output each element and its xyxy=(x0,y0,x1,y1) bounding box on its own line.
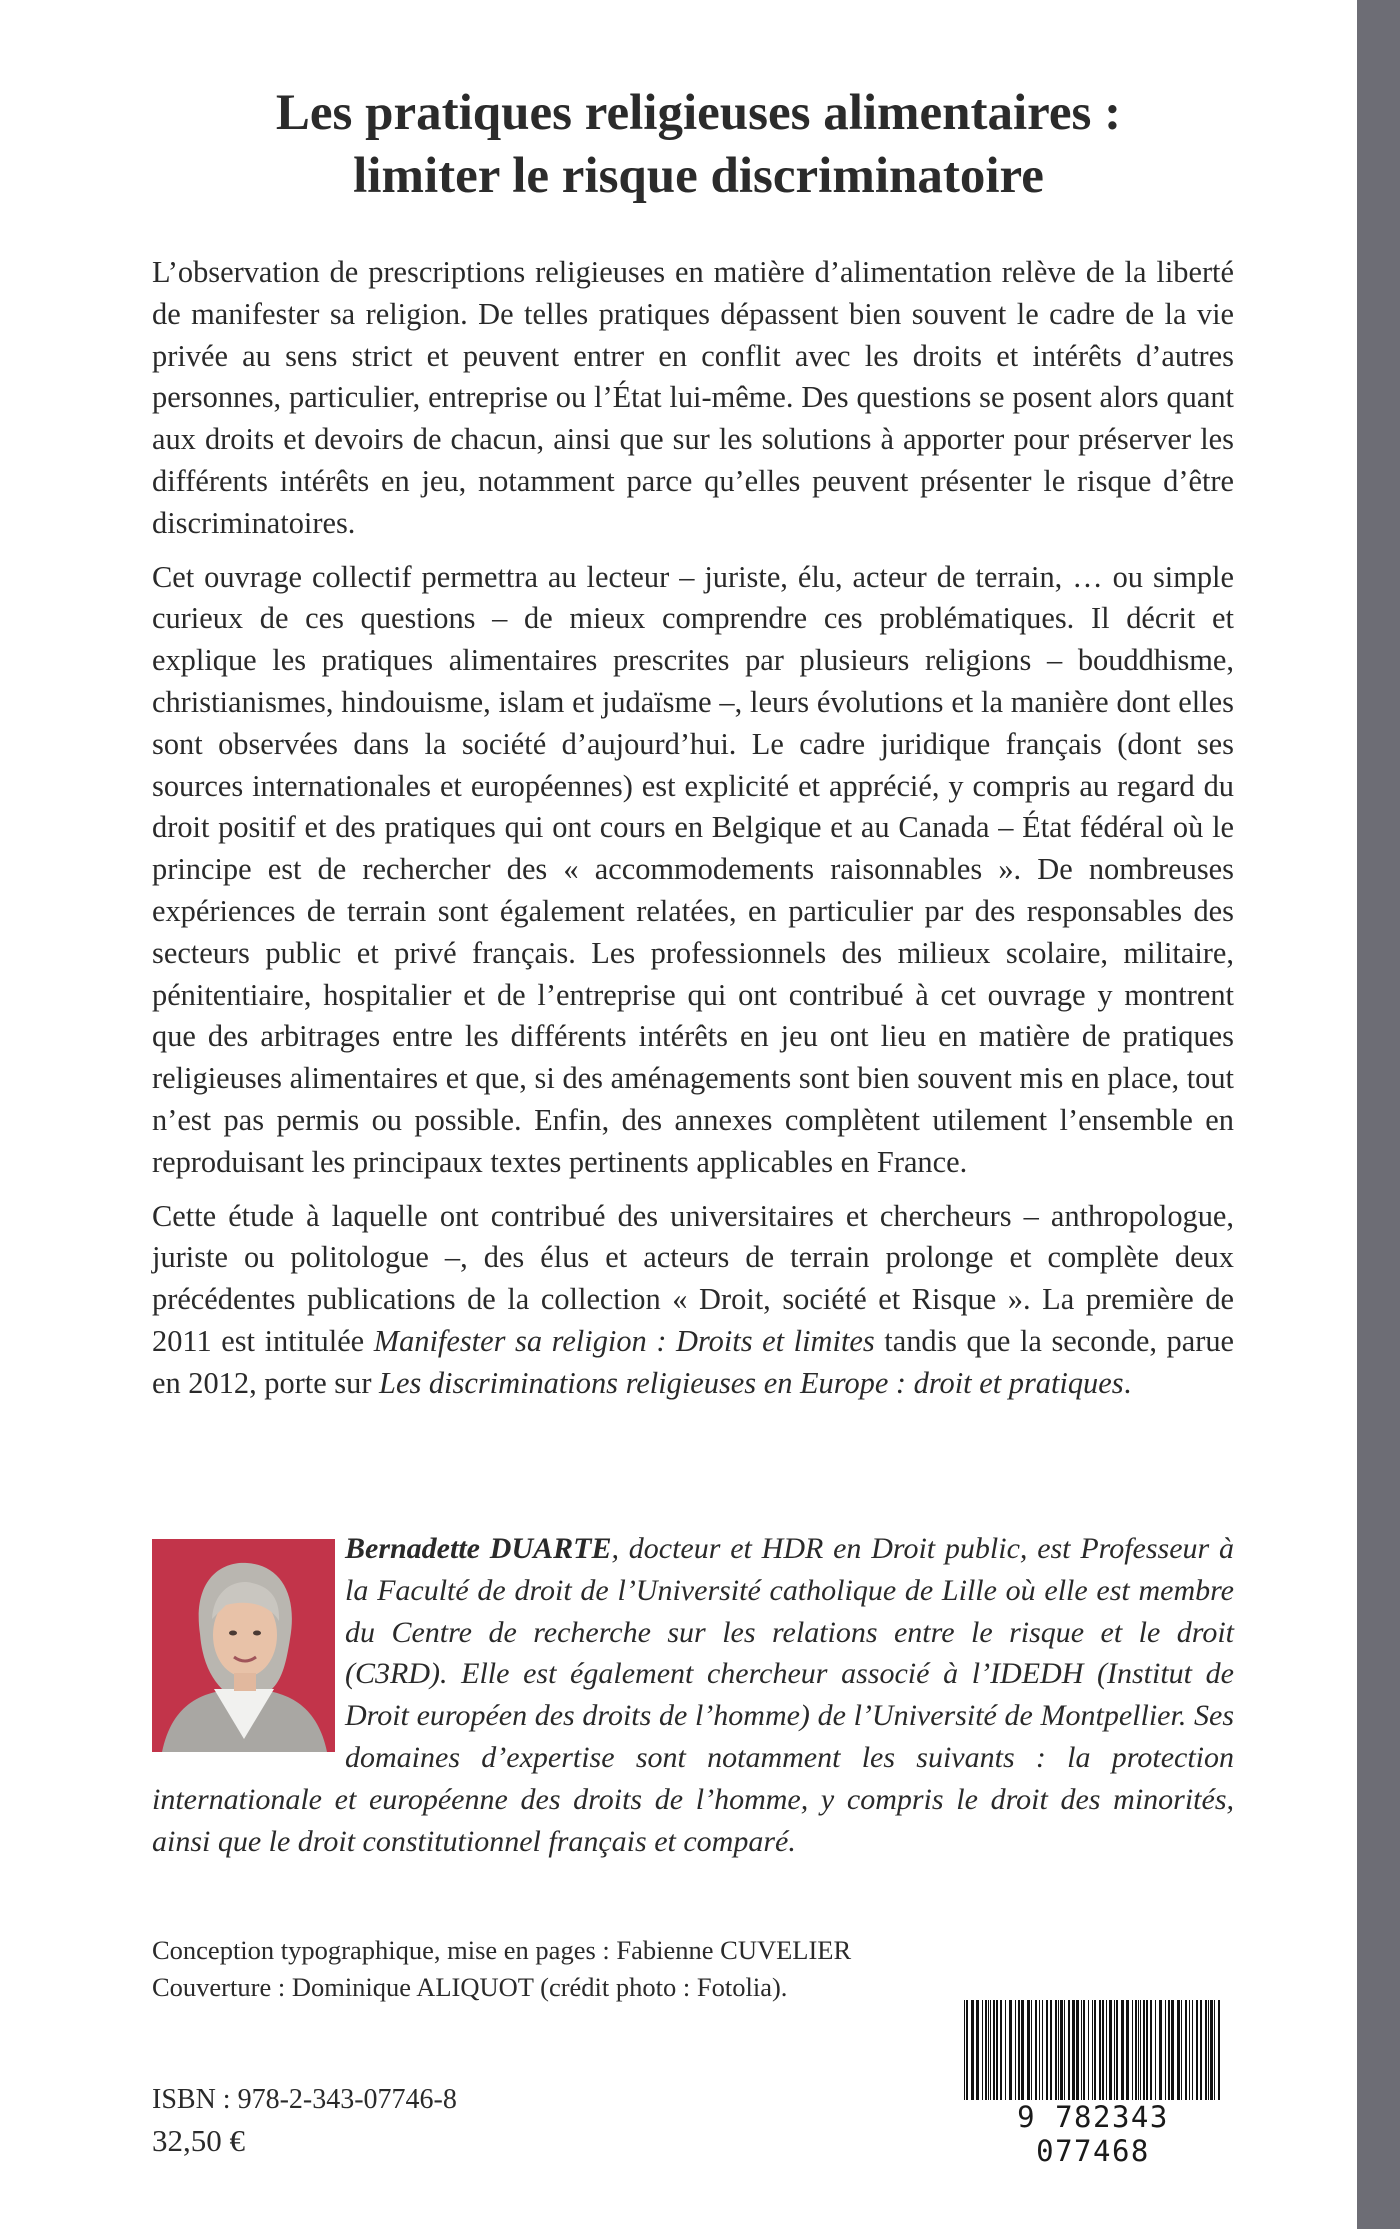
barcode-bar xyxy=(1200,2000,1202,2100)
barcode-bar xyxy=(1114,2000,1115,2100)
author-bio xyxy=(152,1528,1234,1862)
book-title xyxy=(150,82,1247,208)
barcode-bar xyxy=(993,2000,995,2100)
credit-layout: Conception typographique, mise en pages : Fabienne CUVELIER xyxy=(152,1935,852,1965)
price: 32,50 € xyxy=(152,2123,245,2158)
barcode-bar xyxy=(1009,2000,1012,2100)
barcode-bar xyxy=(1039,2000,1040,2100)
barcode-bar xyxy=(1155,2000,1156,2100)
barcode-bar xyxy=(1196,2000,1198,2100)
barcode-bar xyxy=(1088,2000,1089,2100)
barcode-bar xyxy=(966,2000,968,2100)
barcode-bar xyxy=(1005,2000,1006,2100)
barcode-bar xyxy=(1138,2000,1139,2100)
barcode-bar xyxy=(1094,2000,1096,2100)
barcode-bar xyxy=(1072,2000,1075,2100)
back-cover-summary xyxy=(152,252,1234,1405)
barcode-bar xyxy=(1146,2000,1148,2100)
barcode-bar xyxy=(1208,2000,1209,2100)
barcode-bar xyxy=(1218,2000,1220,2100)
barcode-bar xyxy=(1035,2000,1037,2100)
barcode-bar xyxy=(1031,2000,1032,2100)
barcode-bar xyxy=(1185,2000,1187,2100)
barcode-bar xyxy=(976,2000,979,2100)
summary-p3-text-a: Cette étude à laquelle ont contribué des universitaires et chercheurs – anthropologue, juriste ou politologue –, des élus et acteurs de terrain prolonge et complète deux précédentes publications de la collection « Droit, société et Risque ». La première de 2011 est intitulée xyxy=(152,1198,1234,1358)
barcode-bar xyxy=(1027,2000,1030,2100)
barcode-bar xyxy=(982,2000,983,2100)
credits xyxy=(152,1932,851,2006)
barcode-bar xyxy=(1042,2000,1043,2100)
barcode-bar xyxy=(1132,2000,1133,2100)
barcode-bar xyxy=(971,2000,974,2100)
summary-paragraph-3 xyxy=(152,1196,1234,1405)
barcode-bar xyxy=(988,2000,989,2100)
barcode-bar xyxy=(1143,2000,1145,2100)
barcode-bar xyxy=(1015,2000,1016,2100)
barcode-bar xyxy=(1116,2000,1118,2100)
barcode-bar xyxy=(1126,2000,1129,2100)
barcode-bar xyxy=(1021,2000,1024,2100)
barcode-bar xyxy=(1165,2000,1166,2100)
barcode-bar xyxy=(1177,2000,1180,2100)
barcode-bar xyxy=(996,2000,998,2100)
summary-p3-end: . xyxy=(1123,1365,1132,1400)
summary-paragraph-1: L’observation de prescriptions religieuses en matière d’alimentation relève de la liberté de manifester sa religion. De telles pratiques dépassent bien souvent le cadre de la vie privée au sens strict et peuvent entrer en conflit avec les droits et intérêts d’autres personnes, particulier, entreprise ou l’État lui-même. Des questions se posent alors quant aux droits et devoirs de chacun, ainsi que sur les solutions à apporter pour préserver les différents intérêts en jeu, notamment parce qu’elles peuvent présenter le risque d’être discriminatoires. xyxy=(152,255,1234,540)
barcode-bar xyxy=(1046,2000,1048,2100)
barcode-bar xyxy=(1106,2000,1107,2100)
barcode-bar xyxy=(1168,2000,1170,2100)
barcode-bar xyxy=(1189,2000,1190,2100)
barcode-bar xyxy=(1068,2000,1070,2100)
book-spine-edge xyxy=(1357,0,1400,2229)
barcode-bar xyxy=(1135,2000,1137,2100)
barcode-bar xyxy=(1083,2000,1085,2100)
barcode-bar xyxy=(1081,2000,1082,2100)
barcode-digits: 9 782343 077468 xyxy=(958,2100,1228,2168)
barcode-bar xyxy=(1171,2000,1174,2100)
barcode-bar xyxy=(1150,2000,1152,2100)
barcode-bar xyxy=(1018,2000,1020,2100)
barcode-bar xyxy=(1064,2000,1065,2100)
barcode-bar xyxy=(1055,2000,1057,2100)
book-reference-2: Les discriminations religieuses en Europe : droit et pratiques xyxy=(379,1365,1124,1400)
barcode-bar xyxy=(1060,2000,1063,2100)
barcode-bar xyxy=(1205,2000,1207,2100)
barcode-bar xyxy=(1181,2000,1182,2100)
book-reference-1: Manifester sa religion : Droits et limites xyxy=(373,1323,875,1358)
title-line-1: Les pratiques religieuses alimentaires : xyxy=(275,85,1122,141)
barcode-bar xyxy=(964,2000,965,2100)
title-line-2: limiter le risque discriminatoire xyxy=(353,148,1044,204)
barcode-bar xyxy=(1159,2000,1162,2100)
barcode-bar xyxy=(1192,2000,1193,2100)
barcode-bar xyxy=(1099,2000,1101,2100)
barcode-bar xyxy=(1109,2000,1112,2100)
barcode-bar xyxy=(1121,2000,1124,2100)
barcode-bar xyxy=(1092,2000,1093,2100)
barcode-bar xyxy=(1000,2000,1002,2100)
summary-paragraph-2: Cet ouvrage collectif permettra au lecteur – juriste, élu, acteur de terrain, … ou simple curieux de ces questions – de mieux comprendre ces problématiques. Il décrit et explique les pratiques alimentaires prescrites par plusieurs religions – bouddhisme, christianismes, hindouisme, islam et judaïsme –, leurs évolutions et la manière dont elles sont observées dans la société d’aujourd’hui. Le cadre juridique français (dont ses sources internationales et européennes) est explicité et apprécié, y compris au regard du droit positif et des pratiques qui ont cours en Belgique et au Canada – État fédéral où le principe est de rechercher des « accommodements raisonnables ». De nombreuses expériences de terrain sont également relatées, en particulier par des responsables des secteurs public et privé français. Les professionnels des milieux scolaire, militaire, pénitentiaire, hospitalier et de l’entreprise qui ont contribué à cet ouvrage y montrent que des arbitrages entre les différents intérêts en jeu ont lieu en matière de pratiques religieuses alimentaires et que, si des aménagements sont bien souvent mis en place, tout n’est pas permis ou possible. Enfin, des annexes complètent utilement l’ensemble en reproduisant les principaux textes pertinents applicables en France. xyxy=(152,559,1234,1179)
isbn: ISBN : 978-2-343-07746-8 xyxy=(152,2084,457,2115)
summary-p3-text-b: tandis que la seconde, parue en 2012, porte sur xyxy=(152,1323,1235,1400)
barcode-bar xyxy=(1050,2000,1052,2100)
credit-cover: Couverture : Dominique ALIQUOT (crédit photo : Fotolia). xyxy=(152,1972,788,2002)
barcode-bars xyxy=(958,2000,1228,2100)
barcode-bar xyxy=(1102,2000,1104,2100)
barcode-bar xyxy=(985,2000,987,2100)
author-bio-text: , docteur et HDR en Droit public, est Professeur à la Faculté de droit de l’Université catholique de Lille où elle est membre du Centre de recherche sur les relations entre le risque et le droit (C3RD). Elle est également chercheur associé à l’IDEDH (Institut de Droit européen des droits de l’homme) de l’Université de Montpellier. Ses domaines d’expertise sont notamment les suivants : la protection internationale et européenne des droits de l’homme, y compris le droit des minorités, ainsi que le droit constitutionnel français et comparé. xyxy=(152,1532,1234,1858)
barcode-bar xyxy=(1210,2000,1213,2100)
barcode-bar xyxy=(1140,2000,1141,2100)
barcode-bar xyxy=(1214,2000,1215,2100)
barcode-bar xyxy=(1076,2000,1079,2100)
author-name: Bernadette DUARTE xyxy=(345,1532,612,1565)
barcode-bar xyxy=(990,2000,991,2100)
barcode-bar xyxy=(1058,2000,1059,2100)
photo-wrap-spacer xyxy=(152,1528,345,1760)
